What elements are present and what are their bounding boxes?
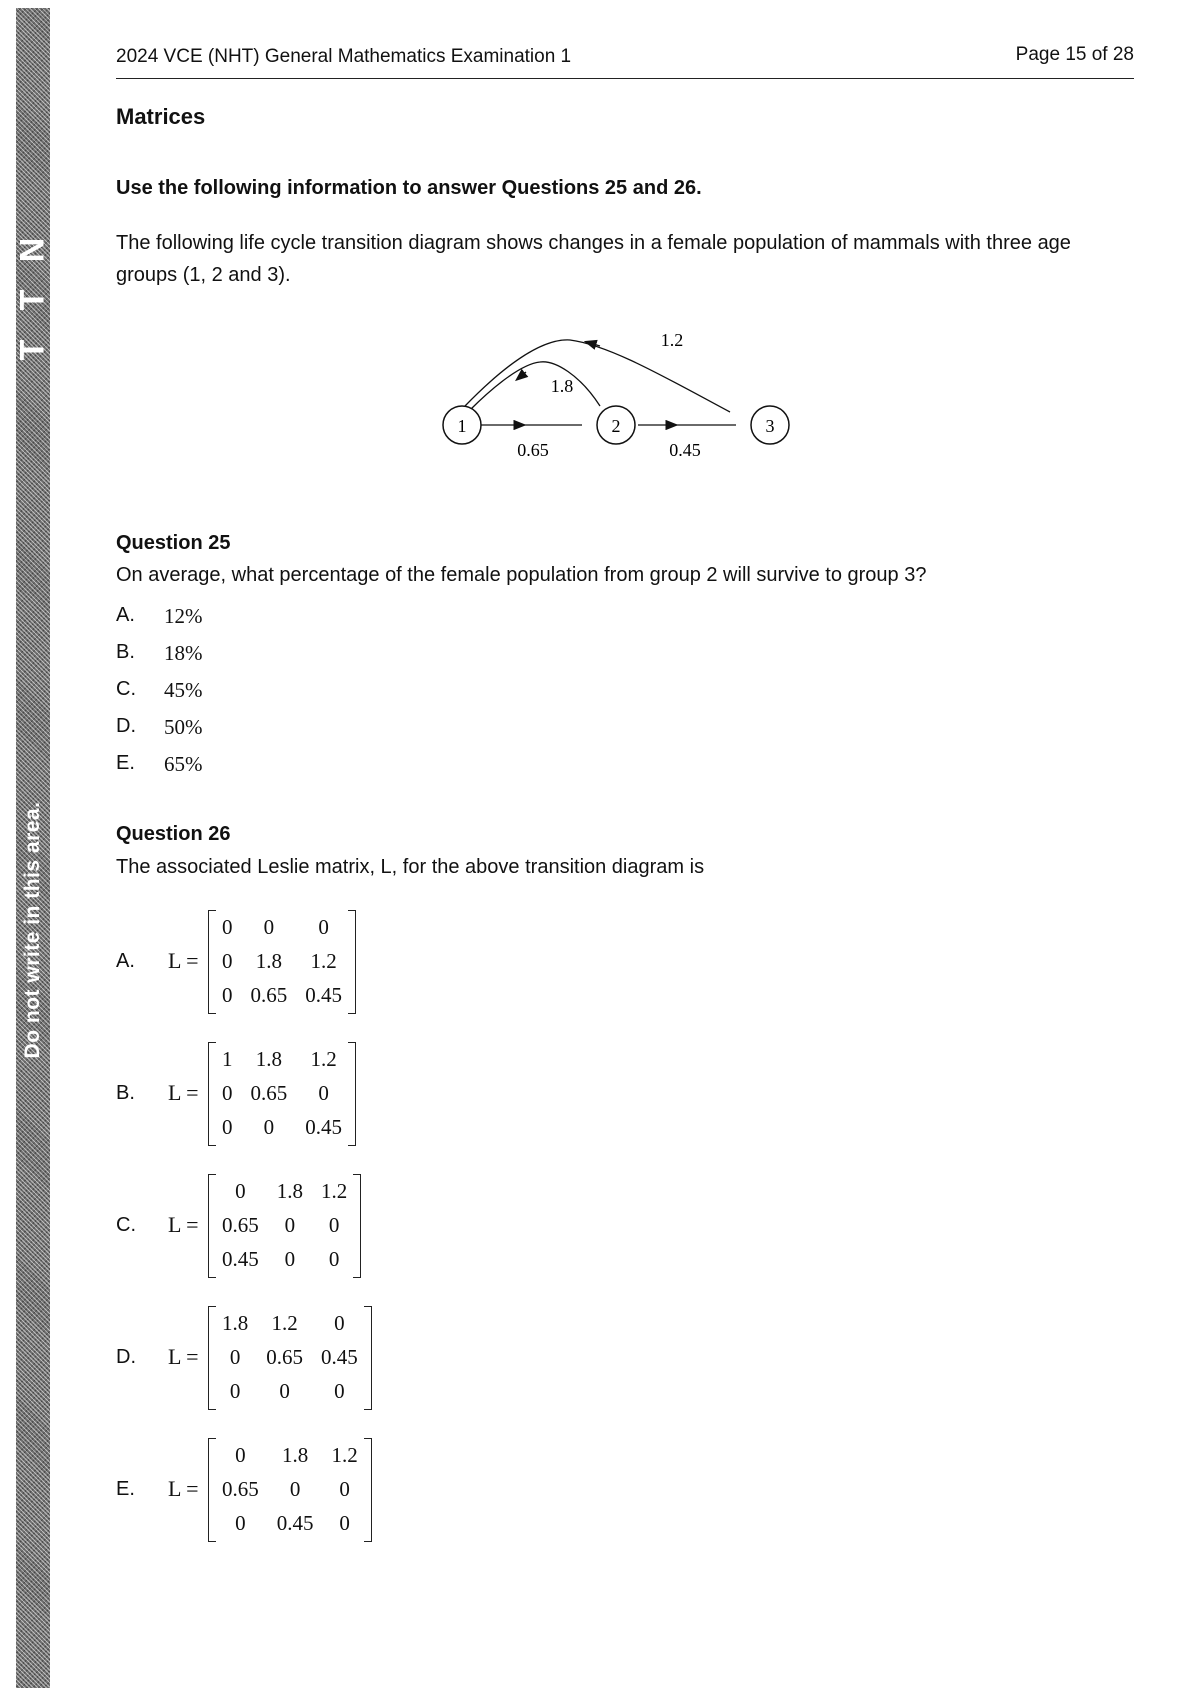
option-value: 65% [164, 752, 203, 776]
node-label-3: 3 [765, 416, 775, 436]
matrix-lhs: L = [168, 1080, 199, 1105]
matrix-cell: 0.45 [222, 1246, 259, 1271]
matrix-cell: 1.2 [310, 948, 337, 973]
matrix-cell: 0.65 [250, 982, 288, 1007]
q26-option-e[interactable] [116, 1438, 416, 1548]
matrix-cell: 0 [339, 1510, 350, 1535]
matrix-cell: 0 [334, 1310, 345, 1335]
q26-option-b[interactable] [116, 1042, 416, 1152]
option-letter: B. [116, 1082, 135, 1104]
matrix-cell: 0 [229, 1378, 241, 1403]
matrix-cell: 0 [289, 1476, 301, 1501]
matrix-cell: 0 [263, 1114, 275, 1139]
option-letter: E. [116, 1478, 135, 1500]
matrix-cell: 0 [339, 1476, 350, 1501]
margin-letter: N [13, 237, 52, 263]
leslie-matrix [208, 1174, 361, 1278]
matrix-cell: 1.8 [222, 1310, 249, 1335]
matrix-cell: 0.45 [305, 1114, 342, 1139]
q26-option-c[interactable] [116, 1174, 416, 1284]
option-value: 12% [164, 604, 203, 628]
edge-label: 0.45 [669, 440, 701, 460]
question-25-title: Question 25 [116, 532, 231, 554]
transition-diagram [440, 320, 820, 470]
margin-warning: Do not write in this area. [21, 801, 44, 1059]
matrix-cell: 0 [279, 1378, 290, 1403]
option-value: 45% [164, 678, 203, 702]
matrix-cell: 1.8 [255, 1046, 282, 1071]
matrix-cell: 0 [222, 914, 233, 939]
matrix-lhs: L = [168, 1476, 199, 1501]
matrix-cell: 0 [222, 982, 233, 1007]
option-letter: C. [116, 1214, 136, 1236]
matrix-cell: 1.8 [276, 1178, 303, 1203]
matrix-cell: 0 [222, 948, 233, 973]
leslie-matrix [208, 1438, 372, 1542]
leslie-matrix [208, 1306, 372, 1410]
edge-label: 1.2 [660, 330, 684, 350]
option-value: 18% [164, 641, 203, 665]
matrix-cell: 0 [284, 1246, 296, 1271]
q26-option-d[interactable] [116, 1306, 416, 1416]
matrix-cell: 1.2 [310, 1046, 337, 1071]
matrix-cell: 0 [235, 1178, 246, 1203]
matrix-cell: 0 [318, 914, 329, 939]
matrix-cell: 0 [328, 1212, 340, 1237]
matrix-cell: 0 [222, 1114, 233, 1139]
question-26-title: Question 26 [116, 823, 231, 845]
exam-title: 2024 VCE (NHT) General Mathematics Examination 1 [116, 46, 572, 67]
instructions: Use the following information to answer Questions 25 and 26. [116, 177, 702, 199]
option-value: 50% [164, 715, 203, 739]
matrix-cell: 0 [263, 914, 275, 939]
q26-option-a[interactable] [116, 910, 416, 1020]
option-letter: E. [116, 752, 135, 774]
matrix-cell: 0 [284, 1212, 296, 1237]
margin-letter: T [13, 339, 52, 361]
node-label-2: 2 [611, 416, 621, 436]
leslie-matrix [208, 910, 356, 1014]
option-letter: A. [116, 604, 135, 626]
matrix-cell: 1.8 [255, 948, 282, 973]
matrix-cell: 0.65 [222, 1212, 259, 1237]
option-letter: A. [116, 950, 135, 972]
page-number: Page 15 of 28 [1015, 44, 1134, 65]
matrix-cell: 0.45 [321, 1344, 358, 1369]
option-letter: D. [116, 1346, 136, 1368]
matrix-cell: 0 [318, 1080, 329, 1105]
matrix-cell: 0.65 [222, 1476, 259, 1501]
matrix-cell: 0 [222, 1080, 233, 1105]
matrix-cell: 1.2 [271, 1310, 298, 1335]
edge-label: 1.8 [550, 376, 574, 396]
question-25-text: On average, what percentage of the female population from group 2 will survive to group 3? [116, 564, 927, 586]
matrix-cell: 0.65 [250, 1080, 288, 1105]
edge-2-1 [470, 362, 600, 410]
matrix-cell: 0 [235, 1442, 246, 1467]
matrix-cell: 1.2 [331, 1442, 358, 1467]
edge-2-1-arrow [520, 372, 526, 377]
matrix-cell: 0.45 [305, 982, 342, 1007]
matrix-cell: 0 [235, 1510, 246, 1535]
matrix-cell: 1.2 [321, 1178, 348, 1203]
intro-paragraph: The following life cycle transition diagram shows changes in a female population of mammals with three age groups (1, 2 and 3). [116, 232, 1071, 286]
matrix-cell: 1 [222, 1046, 233, 1071]
matrix-lhs: L = [168, 1212, 199, 1237]
option-letter: C. [116, 678, 136, 700]
matrix-cell: 0.65 [266, 1344, 303, 1369]
matrix-cell: 0 [328, 1246, 340, 1271]
option-letter: B. [116, 641, 135, 663]
question-26-text: The associated Leslie matrix, L, for the above transition diagram is [116, 856, 705, 878]
matrix-cell: 1.8 [282, 1442, 309, 1467]
node-label-1: 1 [457, 416, 467, 436]
matrix-cell: 0 [229, 1344, 241, 1369]
matrix-lhs: L = [168, 948, 199, 973]
page-header [116, 44, 1134, 79]
matrix-lhs: L = [168, 1344, 199, 1369]
edge-label: 0.65 [517, 440, 549, 460]
leslie-matrix [208, 1042, 356, 1146]
margin-letter: T [13, 289, 52, 311]
option-letter: D. [116, 715, 136, 737]
section-title: Matrices [116, 104, 206, 129]
matrix-cell: 0.45 [276, 1510, 314, 1535]
matrix-cell: 0 [334, 1378, 345, 1403]
